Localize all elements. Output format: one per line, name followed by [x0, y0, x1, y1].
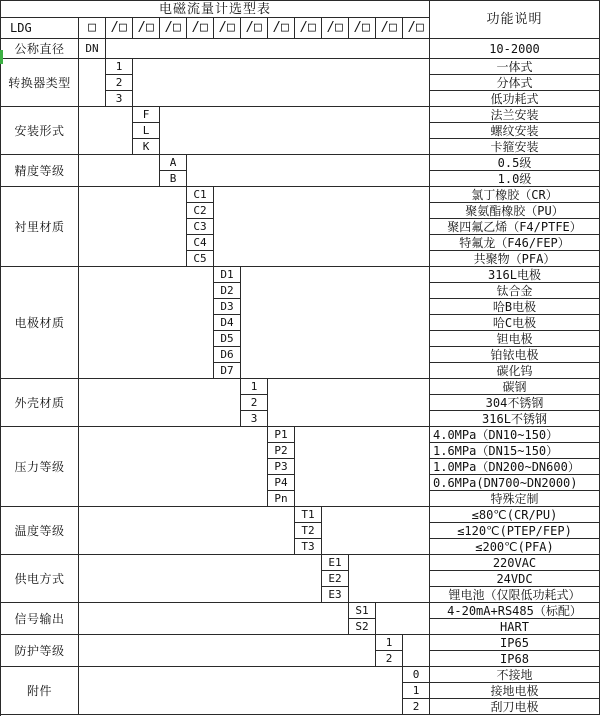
model-code-box: /□: [268, 18, 295, 39]
function-cell: 316L电极: [430, 267, 600, 283]
function-cell: 碳化钨: [430, 363, 600, 379]
function-cell: 1.0级: [430, 171, 600, 187]
function-cell: 1.0MPa（DN200~DN600）: [430, 459, 600, 475]
code-cell: T1: [295, 507, 322, 523]
function-cell: 哈C电极: [430, 315, 600, 331]
function-cell: 聚氨酯橡胶（PU）: [430, 203, 600, 219]
filler-cell: [79, 555, 322, 603]
code-cell: 2: [241, 395, 268, 411]
function-cell: 接地电极: [430, 683, 600, 699]
category-label: 衬里材质: [1, 187, 79, 267]
filler-cell: [79, 379, 241, 427]
category-label: 供电方式: [1, 555, 79, 603]
function-cell: 316L不锈钢: [430, 411, 600, 427]
model-code-box: /□: [133, 18, 160, 39]
function-cell: 共聚物（PFA）: [430, 251, 600, 267]
category-label: 转换器类型: [1, 59, 79, 107]
filler-cell: [79, 603, 349, 635]
code-cell: C2: [187, 203, 214, 219]
function-cell: ≤120℃(PTEP/FEP): [430, 523, 600, 539]
code-cell: 2: [106, 75, 133, 91]
function-cell: 220VAC: [430, 555, 600, 571]
code-cell: D5: [214, 331, 241, 347]
model-code-box: □: [79, 18, 106, 39]
function-cell: 304不锈钢: [430, 395, 600, 411]
code-cell: 2: [376, 651, 403, 667]
filler-cell: [160, 107, 430, 155]
category-label: 附件: [1, 667, 79, 715]
function-cell: 特氟龙（F46/FEP）: [430, 235, 600, 251]
function-cell: 0.6MPa(DN700~DN2000): [430, 475, 600, 491]
function-cell: 聚四氟乙烯（F4/PTFE）: [430, 219, 600, 235]
model-prefix: LDG: [1, 18, 79, 39]
code-cell: S2: [349, 619, 376, 635]
function-cell: 锂电池（仅限低功耗式）: [430, 587, 600, 603]
function-cell: 特殊定制: [430, 491, 600, 507]
filler-cell: [79, 427, 268, 507]
model-code-box: /□: [322, 18, 349, 39]
code-cell: D3: [214, 299, 241, 315]
filler-cell: [79, 107, 133, 155]
filler-cell: [322, 507, 430, 555]
function-cell: 氯丁橡胶（CR）: [430, 187, 600, 203]
model-code-box: /□: [187, 18, 214, 39]
function-cell: 10-2000: [430, 39, 600, 59]
filler-cell: [214, 187, 430, 267]
filler-cell: [79, 267, 214, 379]
filler-cell: [79, 667, 403, 715]
filler-cell: [376, 603, 430, 635]
function-cell: 钽电极: [430, 331, 600, 347]
code-cell: T2: [295, 523, 322, 539]
code-cell: 1: [241, 379, 268, 395]
function-cell: 分体式: [430, 75, 600, 91]
filler-cell: [349, 555, 430, 603]
category-label: 安装形式: [1, 107, 79, 155]
function-cell: 刮刀电极: [430, 699, 600, 715]
code-cell: D7: [214, 363, 241, 379]
model-code-box: /□: [349, 18, 376, 39]
code-cell: C5: [187, 251, 214, 267]
function-cell: HART: [430, 619, 600, 635]
code-cell: B: [160, 171, 187, 187]
function-cell: 不接地: [430, 667, 600, 683]
filler-cell: [295, 427, 430, 507]
code-cell: 3: [106, 91, 133, 107]
function-cell: 螺纹安装: [430, 123, 600, 139]
code-cell: C1: [187, 187, 214, 203]
filler-cell: [187, 155, 430, 187]
category-label: 公称直径: [1, 39, 79, 59]
filler-cell: [268, 379, 430, 427]
function-cell: IP65: [430, 635, 600, 651]
function-cell: 1.6MPa（DN15~150）: [430, 443, 600, 459]
model-code-box: /□: [160, 18, 187, 39]
function-cell: 哈B电极: [430, 299, 600, 315]
model-code-box: /□: [241, 18, 268, 39]
filler-cell: [79, 155, 160, 187]
code-cell: 2: [403, 699, 430, 715]
code-cell: P1: [268, 427, 295, 443]
code-cell: P4: [268, 475, 295, 491]
function-column-header: 功能说明: [430, 1, 600, 39]
category-label: 电极材质: [1, 267, 79, 379]
table-title: 电磁流量计选型表: [1, 1, 430, 18]
category-label: 精度等级: [1, 155, 79, 187]
filler-cell: [79, 187, 187, 267]
function-cell: IP68: [430, 651, 600, 667]
code-cell: D2: [214, 283, 241, 299]
function-cell: 0.5级: [430, 155, 600, 171]
code-cell: P3: [268, 459, 295, 475]
code-cell: Pn: [268, 491, 295, 507]
function-cell: 低功耗式: [430, 91, 600, 107]
function-cell: 24VDC: [430, 571, 600, 587]
filler-cell: [133, 59, 430, 107]
function-cell: 碳钢: [430, 379, 600, 395]
code-cell: 1: [403, 683, 430, 699]
code-cell: D1: [214, 267, 241, 283]
code-cell: 1: [376, 635, 403, 651]
code-cell: D4: [214, 315, 241, 331]
code-cell: C4: [187, 235, 214, 251]
filler-cell: [106, 39, 430, 59]
code-cell: E1: [322, 555, 349, 571]
function-cell: ≤80℃(CR/PU): [430, 507, 600, 523]
function-cell: 铂铱电极: [430, 347, 600, 363]
code-cell: 3: [241, 411, 268, 427]
function-cell: 一体式: [430, 59, 600, 75]
code-cell: L: [133, 123, 160, 139]
code-cell: P2: [268, 443, 295, 459]
category-label: 防护等级: [1, 635, 79, 667]
function-cell: 4.0MPa（DN10~150）: [430, 427, 600, 443]
function-cell: 4-20mA+RS485（标配）: [430, 603, 600, 619]
code-cell: E3: [322, 587, 349, 603]
function-cell: 钛合金: [430, 283, 600, 299]
filler-cell: [79, 635, 376, 667]
filler-cell: [79, 59, 106, 107]
category-label: 压力等级: [1, 427, 79, 507]
code-cell: D6: [214, 347, 241, 363]
model-code-box: /□: [403, 18, 430, 39]
code-cell: S1: [349, 603, 376, 619]
category-label: 温度等级: [1, 507, 79, 555]
code-cell: K: [133, 139, 160, 155]
function-cell: 卡箍安装: [430, 139, 600, 155]
green-edge-artifact: [0, 50, 3, 64]
code-cell: C3: [187, 219, 214, 235]
filler-cell: [241, 267, 430, 379]
code-cell: 0: [403, 667, 430, 683]
code-cell: 1: [106, 59, 133, 75]
category-label: 信号输出: [1, 603, 79, 635]
model-code-box: /□: [106, 18, 133, 39]
filler-cell: [79, 507, 295, 555]
filler-cell: [403, 635, 430, 667]
code-cell: F: [133, 107, 160, 123]
model-code-box: /□: [295, 18, 322, 39]
code-cell: DN: [79, 39, 106, 59]
model-code-box: /□: [214, 18, 241, 39]
function-cell: ≤200℃(PFA): [430, 539, 600, 555]
category-label: 外壳材质: [1, 379, 79, 427]
function-cell: 法兰安装: [430, 107, 600, 123]
code-cell: T3: [295, 539, 322, 555]
code-cell: A: [160, 155, 187, 171]
code-cell: E2: [322, 571, 349, 587]
model-code-box: /□: [376, 18, 403, 39]
